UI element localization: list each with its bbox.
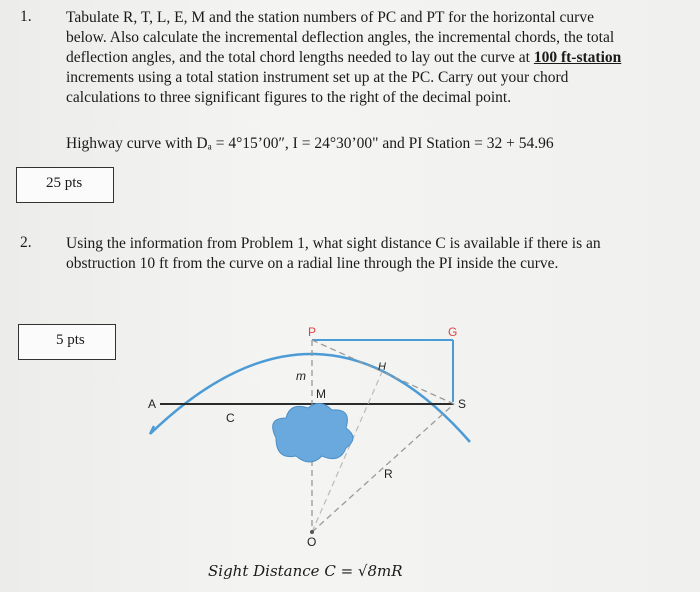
obstruction-cloud [273, 403, 353, 462]
problem-2-number: 2. [20, 234, 32, 251]
problem-1-points-box [16, 167, 114, 203]
center-point-o [310, 530, 314, 534]
label-s: S [458, 397, 467, 411]
problem-1-line-1: Tabulate R, T, L, E, M and the station numbers of PC and PT for the horizontal curve [66, 9, 594, 26]
problem-1-line-2: below. Also calculate the incremental deflection angles, the incremental chords, the total [66, 29, 615, 46]
curve-data-line: Highway curve with Dₐ = 4°15’00″, I = 24°30’00" and PI Station = 32 + 54.96 [66, 135, 554, 152]
problem-1-line-4: increments using a total station instrument set up at the PC. Carry out your chord [66, 69, 569, 86]
label-m-lower: m [296, 369, 306, 383]
station-increment-emphasis: 100 ft-station [533, 49, 622, 66]
problem-2-points-box [18, 324, 116, 360]
label-c: C [226, 411, 235, 425]
problem-1-text [66, 8, 686, 108]
label-o: O [307, 535, 317, 549]
problem-2-line-1: Using the information from Problem 1, what sight distance C is available if there is an [66, 235, 601, 252]
label-m-upper: M [316, 387, 326, 401]
problem-1-points: 25 pts [46, 175, 83, 191]
problem-1-number: 1. [20, 8, 32, 25]
sight-distance-formula: Sight Distance C = √8mR [208, 562, 403, 580]
problem-1-line-5: calculations to three significant figures to the right of the decimal point. [66, 89, 512, 106]
label-r: R [384, 467, 393, 481]
problem-1-line-3: deflection angles, and the total chord lengths needed to lay out the curve at 100 ft-station [66, 49, 622, 66]
sight-distance-diagram [130, 318, 550, 588]
label-g: G [448, 325, 458, 339]
problem-2-text [66, 234, 686, 274]
label-a: A [148, 397, 157, 411]
problem-2-line-2: obstruction 10 ft from the curve on a radial line through the PI inside the curve. [66, 255, 559, 272]
label-p: P [308, 325, 317, 339]
problem-2-points: 5 pts [56, 332, 85, 348]
label-h: H [378, 361, 386, 373]
